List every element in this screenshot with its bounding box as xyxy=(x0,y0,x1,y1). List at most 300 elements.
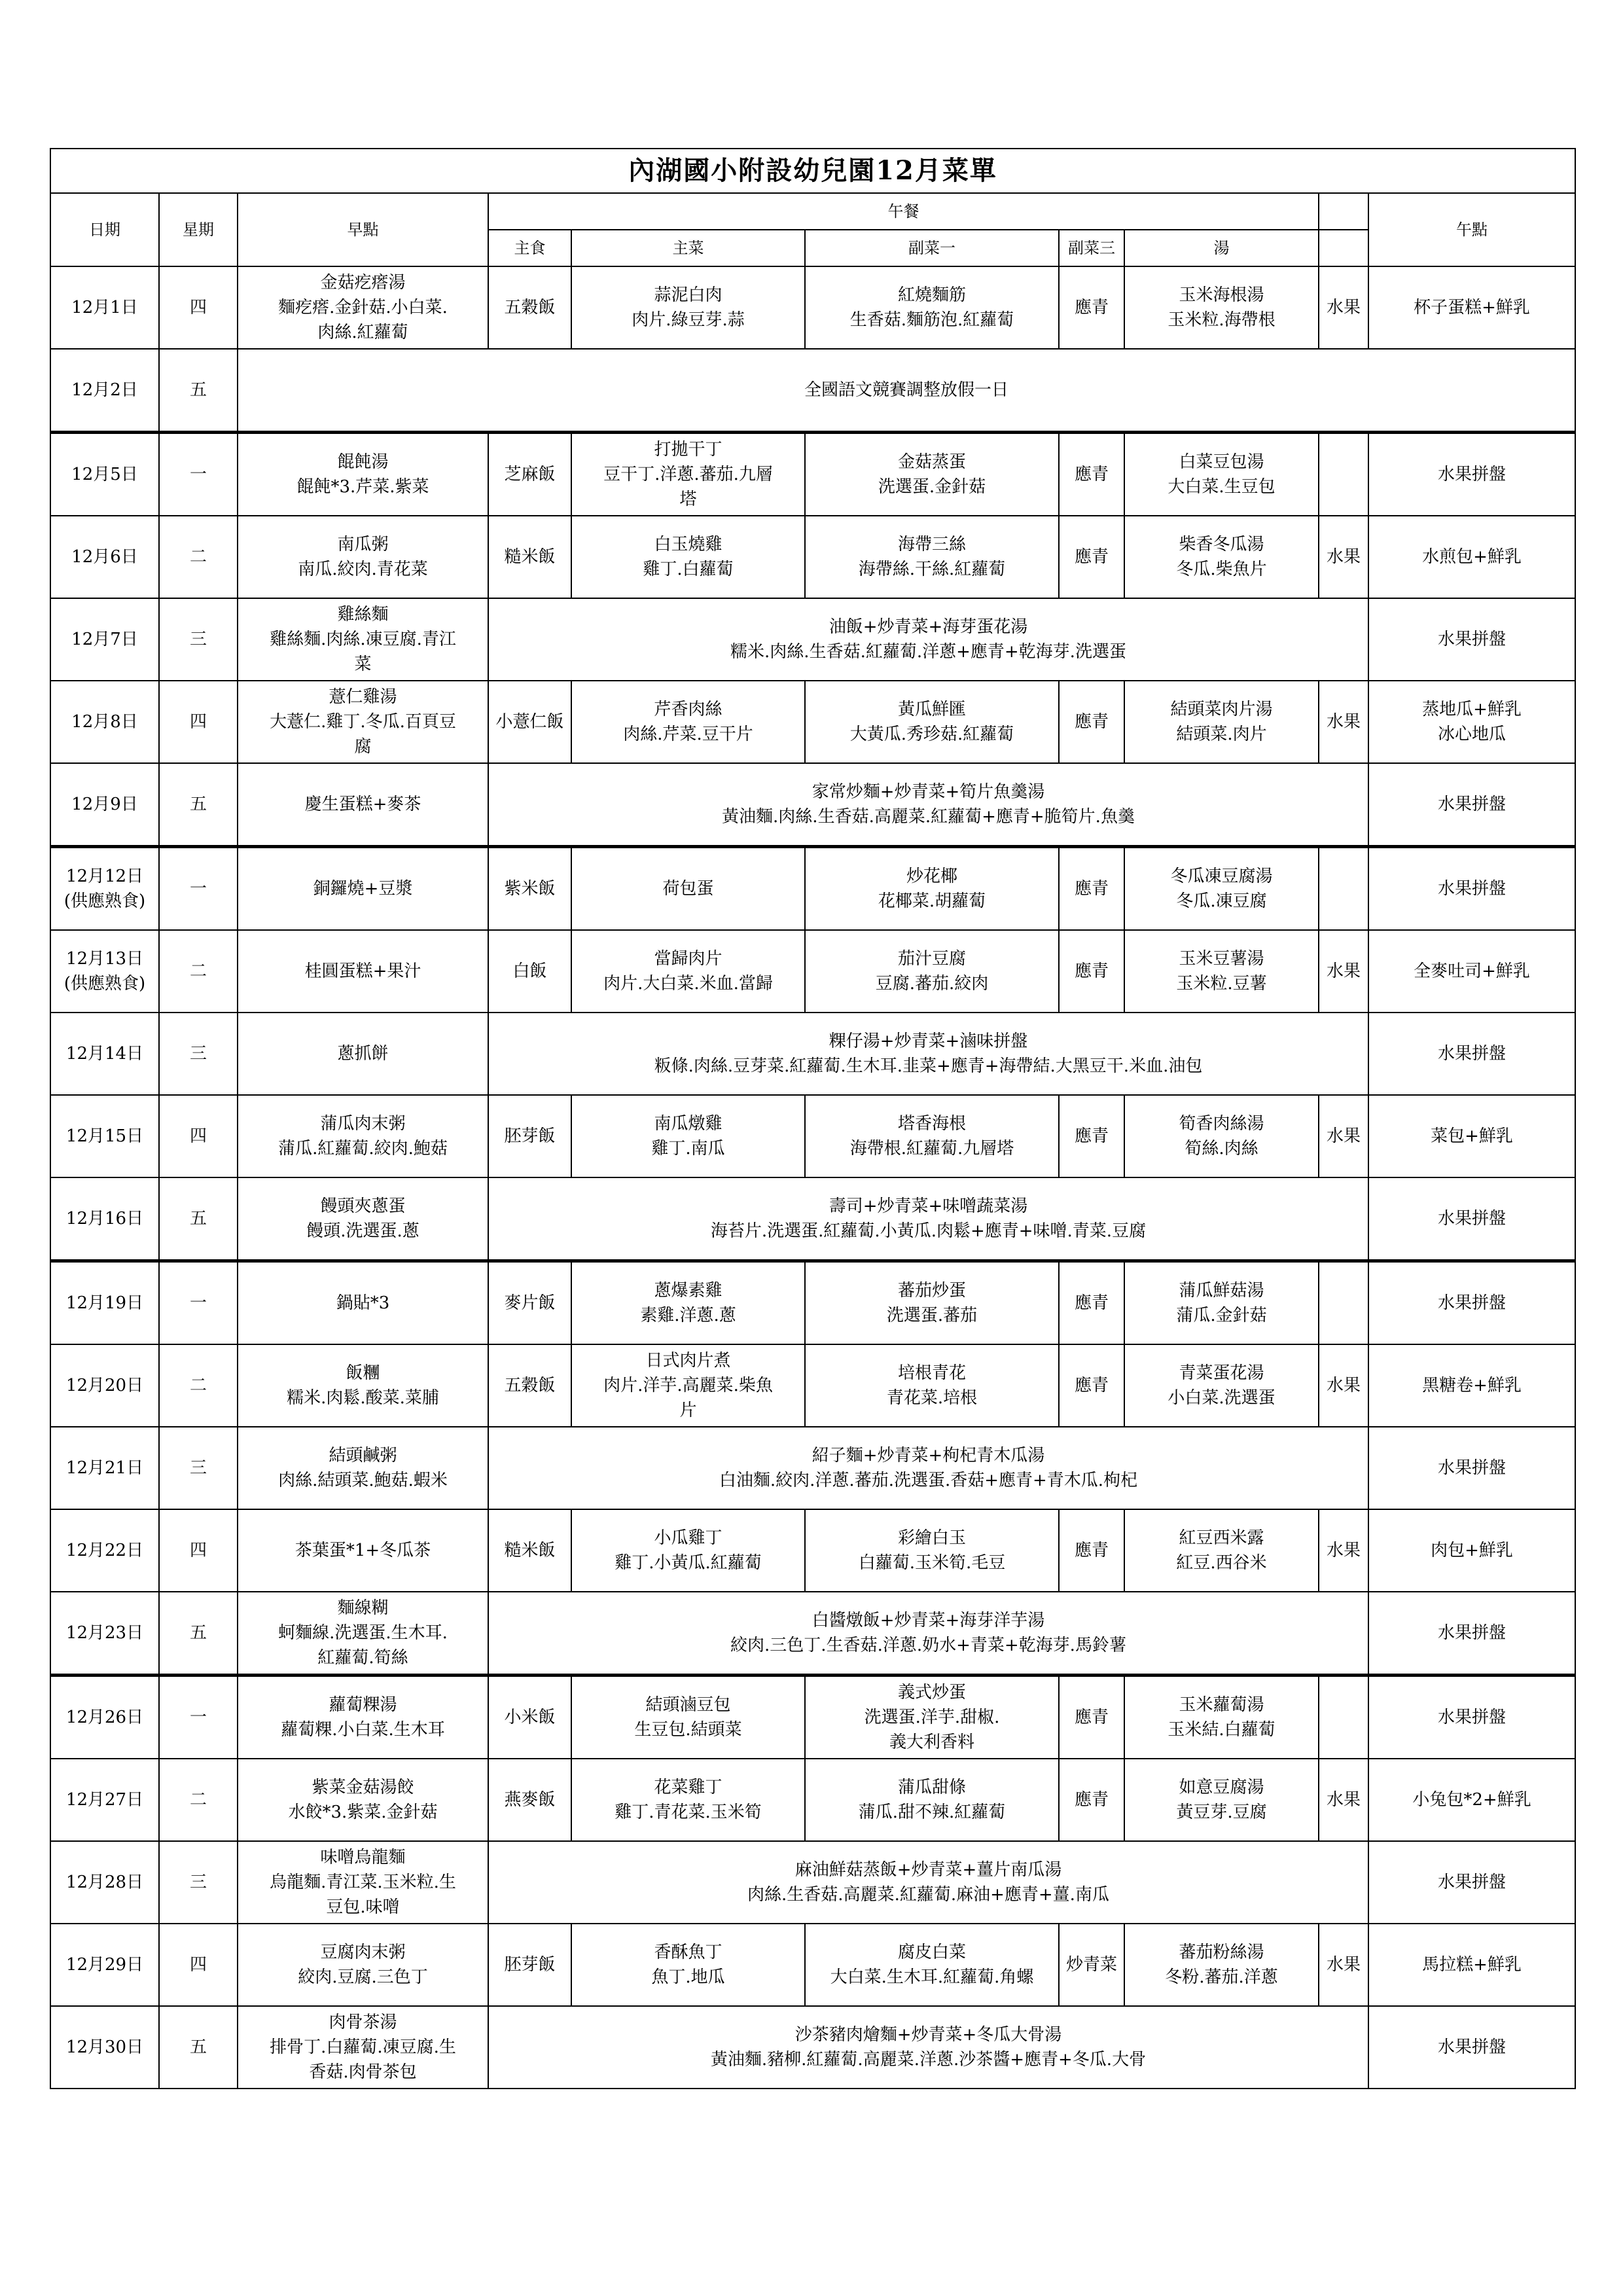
menu-row xyxy=(50,266,1575,349)
main-dish-cell xyxy=(571,681,805,763)
snack-cell xyxy=(1368,930,1575,1013)
weekday-cell: 五 xyxy=(159,763,238,847)
snack-cell-line: 水果拼盤 xyxy=(1438,630,1507,649)
weekday-cell: 三 xyxy=(159,1427,238,1509)
header-side3: 副菜三 xyxy=(1059,230,1124,266)
weekday-cell: 二 xyxy=(159,1759,238,1841)
header-side1: 副菜一 xyxy=(805,230,1059,266)
weekday-cell: 四 xyxy=(159,1924,238,2006)
main-dish-cell-line: 花菜雞丁 xyxy=(654,1778,722,1797)
breakfast-cell xyxy=(238,1427,488,1509)
side-dish-3-cell: 應青 xyxy=(1059,930,1124,1013)
soup-cell-line: 玉米結.白蘿蔔 xyxy=(1168,1720,1275,1740)
date-cell xyxy=(50,1924,159,2006)
side-dish-1-cell-line: 青花菜.培根 xyxy=(886,1388,978,1408)
side-dish-1-cell-line: 腐皮白菜 xyxy=(897,1943,966,1962)
lunch-combo-cell xyxy=(488,598,1368,681)
breakfast-cell-line: 雞絲麵.肉絲.凍豆腐.青江 xyxy=(270,630,456,649)
main-dish-cell-line: 白玉燒雞 xyxy=(654,535,722,554)
staple-cell: 小米飯 xyxy=(488,1676,571,1759)
breakfast-cell-line: 鍋貼*3 xyxy=(336,1293,390,1313)
menu-row xyxy=(50,433,1575,516)
breakfast-cell xyxy=(238,847,488,931)
soup-cell-line: 冬瓜凍豆腐湯 xyxy=(1170,867,1273,886)
date-cell-line: 12月9日 xyxy=(71,795,138,814)
menu-row xyxy=(50,1509,1575,1592)
lunch-combo-cell xyxy=(488,1841,1368,1924)
main-dish-cell-line: 香酥魚丁 xyxy=(654,1943,722,1962)
date-cell-line: 12月6日 xyxy=(71,547,138,567)
snack-cell xyxy=(1368,763,1575,847)
side-dish-3-cell: 炒青菜 xyxy=(1059,1924,1124,2006)
breakfast-cell-line: 蘿蔔粿湯 xyxy=(329,1695,397,1715)
fruit-cell: 水果 xyxy=(1319,1924,1368,2006)
weekday-cell: 二 xyxy=(159,516,238,598)
staple-cell: 小薏仁飯 xyxy=(488,681,571,763)
menu-row xyxy=(50,1759,1575,1841)
date-cell-line: (供應熟食) xyxy=(63,974,146,994)
side-dish-1-cell-line: 蕃茄炒蛋 xyxy=(897,1281,966,1300)
main-dish-cell-line: 南瓜燉雞 xyxy=(654,1114,722,1134)
lunch-combo-cell xyxy=(488,1592,1368,1676)
main-dish-cell-line: 結頭滷豆包 xyxy=(645,1695,731,1715)
lunch-combo-cell-line: 家常炒麵+炒青菜+筍片魚羹湯 xyxy=(812,782,1045,802)
snack-cell xyxy=(1368,266,1575,349)
side-dish-3-cell: 應青 xyxy=(1059,266,1124,349)
main-dish-cell xyxy=(571,1676,805,1759)
snack-cell-line: 水果拼盤 xyxy=(1438,1209,1507,1229)
main-dish-cell xyxy=(571,1344,805,1427)
soup-cell xyxy=(1124,1924,1319,2006)
side-dish-1-cell-line: 洗選蛋.洋芋.甜椒. xyxy=(864,1708,1000,1727)
date-cell-line: 12月7日 xyxy=(71,630,138,649)
staple-cell: 糙米飯 xyxy=(488,516,571,598)
lunch-combo-cell-line: 白油麵.絞肉.洋蔥.蕃茄.洗選蛋.香菇+應青+青木瓜.枸杞 xyxy=(719,1471,1138,1490)
date-cell xyxy=(50,1759,159,1841)
side-dish-1-cell xyxy=(805,1759,1059,1841)
breakfast-cell-line: 豆包.味噌 xyxy=(326,1897,400,1917)
snack-cell-line: 水果拼盤 xyxy=(1438,1623,1507,1643)
side-dish-1-cell-line: 洗選蛋.蕃茄 xyxy=(886,1306,978,1325)
snack-cell xyxy=(1368,516,1575,598)
snack-cell-line: 全麥吐司+鮮乳 xyxy=(1414,961,1530,981)
menu-row xyxy=(50,1261,1575,1345)
side-dish-3-cell: 應青 xyxy=(1059,681,1124,763)
breakfast-cell xyxy=(238,763,488,847)
soup-cell-line: 冬粉.蕃茄.洋蔥 xyxy=(1165,1967,1278,1987)
menu-title: 內湖國小附設幼兒園12月菜單 xyxy=(50,149,1575,193)
snack-cell xyxy=(1368,1261,1575,1345)
lunch-combo-cell xyxy=(488,1177,1368,1261)
date-cell xyxy=(50,763,159,847)
breakfast-cell-line: 蔥抓餅 xyxy=(337,1044,389,1064)
side-dish-1-cell-line: 蒲瓜.甜不辣.紅蘿蔔 xyxy=(858,1803,1006,1822)
soup-cell xyxy=(1124,847,1319,931)
main-dish-cell-line: 肉絲.芹菜.豆干片 xyxy=(623,725,753,744)
breakfast-cell xyxy=(238,1924,488,2006)
lunch-combo-cell-line: 黃油麵.肉絲.生香菇.高麗菜.紅蘿蔔+應青+脆筍片.魚羹 xyxy=(722,807,1135,827)
breakfast-cell-line: 麵線糊 xyxy=(337,1598,389,1618)
snack-cell xyxy=(1368,1924,1575,2006)
lunch-combo-cell xyxy=(488,1013,1368,1095)
lunch-combo-cell-line: 糯米.肉絲.生香菇.紅蘿蔔.洋蔥+應青+乾海芽.洗選蛋 xyxy=(730,642,1126,662)
breakfast-cell xyxy=(238,1013,488,1095)
breakfast-cell-line: 饅頭.洗選蛋.蔥 xyxy=(306,1221,419,1241)
side-dish-1-cell xyxy=(805,1095,1059,1177)
breakfast-cell xyxy=(238,1509,488,1592)
breakfast-cell-line: 麵疙瘩.金針菇.小白菜. xyxy=(278,298,448,317)
side-dish-1-cell-line: 海帶根.紅蘿蔔.九層塔 xyxy=(849,1139,1014,1158)
snack-cell-line: 水果拼盤 xyxy=(1438,465,1507,484)
soup-cell-line: 蒲瓜.金針菇 xyxy=(1176,1306,1267,1325)
side-dish-1-cell-line: 黃瓜鮮匯 xyxy=(897,700,966,719)
weekday-cell: 一 xyxy=(159,847,238,931)
side-dish-3-cell: 應青 xyxy=(1059,1095,1124,1177)
snack-cell xyxy=(1368,1095,1575,1177)
main-dish-cell-line: 當歸肉片 xyxy=(654,949,722,969)
date-cell-line: 12月26日 xyxy=(65,1708,144,1727)
main-dish-cell-line: 雞丁.青花菜.玉米筍 xyxy=(615,1803,762,1822)
breakfast-cell-line: 腐 xyxy=(354,737,372,757)
date-cell xyxy=(50,1427,159,1509)
menu-row xyxy=(50,598,1575,681)
lunch-combo-cell-line: 粿仔湯+炒青菜+滷味拼盤 xyxy=(829,1031,1028,1051)
side-dish-1-cell xyxy=(805,1509,1059,1592)
staple-cell: 胚芽飯 xyxy=(488,1924,571,2006)
soup-cell-line: 紅豆西米露 xyxy=(1179,1528,1264,1548)
staple-cell: 糙米飯 xyxy=(488,1509,571,1592)
soup-cell-line: 玉米海根湯 xyxy=(1179,285,1264,305)
main-dish-cell-line: 生豆包.結頭菜 xyxy=(634,1720,742,1740)
lunch-combo-cell xyxy=(488,1427,1368,1509)
soup-cell xyxy=(1124,1759,1319,1841)
breakfast-cell xyxy=(238,930,488,1013)
breakfast-cell-line: 薏仁雞湯 xyxy=(329,687,397,707)
main-dish-cell-line: 肉片.洋芋.高麗菜.柴魚 xyxy=(603,1376,773,1395)
weekday-cell: 五 xyxy=(159,2006,238,2089)
main-dish-cell xyxy=(571,433,805,516)
date-cell-line: 12月19日 xyxy=(65,1293,144,1313)
fruit-cell: 水果 xyxy=(1319,266,1368,349)
date-cell-line: 12月8日 xyxy=(71,712,138,732)
snack-cell xyxy=(1368,1676,1575,1759)
main-dish-cell xyxy=(571,1509,805,1592)
breakfast-cell-line: 銅鑼燒+豆漿 xyxy=(313,879,413,899)
snack-cell-line: 水果拼盤 xyxy=(1438,1044,1507,1064)
breakfast-cell-line: 南瓜.絞肉.青花菜 xyxy=(298,560,428,579)
breakfast-cell xyxy=(238,598,488,681)
snack-cell-line: 黑糖卷+鮮乳 xyxy=(1422,1376,1522,1395)
breakfast-cell-line: 南瓜粥 xyxy=(337,535,389,554)
breakfast-cell-line: 紫菜金菇湯餃 xyxy=(312,1778,414,1797)
breakfast-cell-line: 饅頭夾蔥蛋 xyxy=(320,1196,406,1216)
date-cell xyxy=(50,349,159,433)
menu-row xyxy=(50,1344,1575,1427)
soup-cell xyxy=(1124,516,1319,598)
weekday-cell: 五 xyxy=(159,1177,238,1261)
main-dish-cell-line: 肉片.大白菜.米血.當歸 xyxy=(603,974,773,994)
main-dish-cell xyxy=(571,847,805,931)
snack-cell xyxy=(1368,1013,1575,1095)
breakfast-cell-line: 蒲瓜.紅蘿蔔.絞肉.鮑菇 xyxy=(278,1139,448,1158)
breakfast-cell xyxy=(238,1177,488,1261)
soup-cell xyxy=(1124,681,1319,763)
breakfast-cell xyxy=(238,1676,488,1759)
side-dish-1-cell xyxy=(805,516,1059,598)
date-cell-line: 12月28日 xyxy=(65,1873,144,1892)
weekday-cell: 三 xyxy=(159,1841,238,1924)
date-cell xyxy=(50,930,159,1013)
menu-row xyxy=(50,516,1575,598)
date-cell-line: 12月15日 xyxy=(65,1126,144,1146)
breakfast-cell-line: 香菇.肉骨茶包 xyxy=(309,2062,417,2082)
snack-cell-line: 水果拼盤 xyxy=(1438,1293,1507,1313)
soup-cell-line: 玉米蘿蔔湯 xyxy=(1179,1695,1264,1715)
breakfast-cell-line: 雞絲麵 xyxy=(337,605,389,624)
header-fruit-blank-2 xyxy=(1319,230,1368,266)
soup-cell-line: 如意豆腐湯 xyxy=(1179,1778,1264,1797)
snack-cell-line: 水果拼盤 xyxy=(1438,1873,1507,1892)
side-dish-1-cell xyxy=(805,1344,1059,1427)
soup-cell-line: 小白菜.洗選蛋 xyxy=(1168,1388,1275,1408)
date-cell xyxy=(50,1013,159,1095)
main-dish-cell-line: 打拋干丁 xyxy=(654,440,722,459)
soup-cell xyxy=(1124,433,1319,516)
menu-row xyxy=(50,930,1575,1013)
weekday-cell: 三 xyxy=(159,1013,238,1095)
staple-cell: 白飯 xyxy=(488,930,571,1013)
date-cell xyxy=(50,681,159,763)
date-cell xyxy=(50,1592,159,1676)
staple-cell: 五穀飯 xyxy=(488,1344,571,1427)
weekday-cell: 四 xyxy=(159,266,238,349)
snack-cell-line: 蒸地瓜+鮮乳 xyxy=(1422,700,1522,719)
snack-cell-line: 水果拼盤 xyxy=(1438,1458,1507,1478)
soup-cell-line: 黃豆芽.豆腐 xyxy=(1176,1803,1267,1822)
soup-cell-line: 蒲瓜鮮菇湯 xyxy=(1179,1281,1264,1300)
side-dish-1-cell-line: 金菇蒸蛋 xyxy=(897,452,966,472)
main-dish-cell xyxy=(571,1095,805,1177)
date-cell xyxy=(50,1676,159,1759)
holiday-note: 全國語文競賽調整放假一日 xyxy=(238,349,1575,433)
breakfast-cell-line: 豆腐肉末粥 xyxy=(320,1943,406,1962)
breakfast-cell-line: 茶葉蛋*1+冬瓜茶 xyxy=(294,1541,431,1560)
breakfast-cell-line: 絞肉.豆腐.三色丁 xyxy=(298,1967,428,1987)
menu-row xyxy=(50,1841,1575,1924)
fruit-cell xyxy=(1319,433,1368,516)
breakfast-cell-line: 蘿蔔粿.小白菜.生木耳 xyxy=(281,1720,445,1740)
weekday-cell: 三 xyxy=(159,598,238,681)
main-dish-cell xyxy=(571,1261,805,1345)
menu-row xyxy=(50,847,1575,931)
date-cell-line: 12月2日 xyxy=(71,380,138,400)
breakfast-cell-line: 味噌烏龍麵 xyxy=(320,1848,406,1867)
date-cell-line: 12月5日 xyxy=(71,465,138,484)
main-dish-cell-line: 雞丁.白蘿蔔 xyxy=(643,560,734,579)
side-dish-3-cell: 應青 xyxy=(1059,1344,1124,1427)
main-dish-cell-line: 肉片.綠豆芽.蒜 xyxy=(632,310,745,330)
main-dish-cell-line: 塔 xyxy=(679,490,697,509)
weekday-cell: 二 xyxy=(159,930,238,1013)
soup-cell-line: 白菜豆包湯 xyxy=(1179,452,1264,472)
side-dish-1-cell-line: 花椰菜.胡蘿蔔 xyxy=(878,891,986,911)
soup-cell-line: 冬瓜.凍豆腐 xyxy=(1176,891,1267,911)
snack-cell xyxy=(1368,1592,1575,1676)
side-dish-1-cell-line: 大黃瓜.秀珍菇.紅蘿蔔 xyxy=(849,725,1014,744)
lunch-combo-cell-line: 沙茶豬肉燴麵+炒青菜+冬瓜大骨湯 xyxy=(794,2025,1062,2045)
fruit-cell: 水果 xyxy=(1319,1759,1368,1841)
menu-row xyxy=(50,1592,1575,1676)
soup-cell-line: 大白菜.生豆包 xyxy=(1168,477,1275,497)
header-snack: 午點 xyxy=(1368,193,1575,266)
main-dish-cell-line: 小瓜雞丁 xyxy=(654,1528,722,1548)
main-dish-cell-line: 雞丁.小黃瓜.紅蘿蔔 xyxy=(615,1553,762,1573)
snack-cell-line: 水果拼盤 xyxy=(1438,879,1507,899)
soup-cell-line: 結頭菜.肉片 xyxy=(1176,725,1267,744)
date-cell xyxy=(50,1095,159,1177)
menu-row xyxy=(50,1924,1575,2006)
main-dish-cell xyxy=(571,1759,805,1841)
fruit-cell: 水果 xyxy=(1319,930,1368,1013)
side-dish-1-cell-line: 海帶三絲 xyxy=(897,535,966,554)
lunch-combo-cell-line: 絞肉.三色丁.生香菇.洋蔥.奶水+青菜+乾海芽.馬鈴薯 xyxy=(730,1636,1126,1655)
date-cell-line: 12月23日 xyxy=(65,1623,144,1643)
main-dish-cell xyxy=(571,516,805,598)
soup-cell-line: 紅豆.西谷米 xyxy=(1176,1553,1267,1573)
snack-cell xyxy=(1368,433,1575,516)
breakfast-cell-line: 餛飩湯 xyxy=(337,452,389,472)
breakfast-cell-line: 烏龍麵.青江菜.玉米粒.生 xyxy=(270,1873,456,1892)
snack-cell-line: 水煎包+鮮乳 xyxy=(1422,547,1522,567)
breakfast-cell-line: 飯糰 xyxy=(346,1363,380,1383)
breakfast-cell xyxy=(238,2006,488,2089)
side-dish-1-cell-line: 培根青花 xyxy=(897,1363,966,1383)
snack-cell xyxy=(1368,1177,1575,1261)
fruit-cell: 水果 xyxy=(1319,1344,1368,1427)
fruit-cell: 水果 xyxy=(1319,1509,1368,1592)
snack-cell xyxy=(1368,1509,1575,1592)
soup-cell-line: 玉米豆薯湯 xyxy=(1179,949,1264,969)
snack-cell-line: 小兔包*2+鮮乳 xyxy=(1412,1790,1531,1810)
side-dish-1-cell xyxy=(805,266,1059,349)
side-dish-1-cell xyxy=(805,433,1059,516)
breakfast-cell-line: 蒲瓜肉末粥 xyxy=(320,1114,406,1134)
breakfast-cell-line: 蚵麵線.洗選蛋.生木耳. xyxy=(278,1623,448,1643)
date-cell-line: 12月21日 xyxy=(65,1458,144,1478)
soup-cell xyxy=(1124,266,1319,349)
lunch-combo-cell xyxy=(488,763,1368,847)
fruit-cell: 水果 xyxy=(1319,681,1368,763)
menu-row xyxy=(50,1095,1575,1177)
breakfast-cell xyxy=(238,1095,488,1177)
soup-cell xyxy=(1124,930,1319,1013)
date-cell-line: 12月20日 xyxy=(65,1376,144,1395)
date-cell xyxy=(50,847,159,931)
side-dish-1-cell xyxy=(805,1924,1059,2006)
staple-cell: 五穀飯 xyxy=(488,266,571,349)
header-main: 主菜 xyxy=(571,230,805,266)
fruit-cell xyxy=(1319,1676,1368,1759)
side-dish-1-cell-line: 生香菇.麵筋泡.紅蘿蔔 xyxy=(849,310,1014,330)
header-date: 日期 xyxy=(50,193,159,266)
breakfast-cell xyxy=(238,266,488,349)
breakfast-cell xyxy=(238,681,488,763)
soup-cell-line: 柴香冬瓜湯 xyxy=(1179,535,1264,554)
weekday-cell: 一 xyxy=(159,433,238,516)
weekday-cell: 一 xyxy=(159,1261,238,1345)
lunch-combo-cell-line: 麻油鮮菇蒸飯+炒青菜+薑片南瓜湯 xyxy=(794,1860,1062,1880)
lunch-combo-cell-line: 白醬燉飯+炒青菜+海芽洋芋湯 xyxy=(812,1611,1045,1630)
snack-cell-line: 水果拼盤 xyxy=(1438,2037,1507,2057)
date-cell-line: 12月22日 xyxy=(65,1541,144,1560)
side-dish-1-cell-line: 白蘿蔔.玉米筍.毛豆 xyxy=(858,1553,1006,1573)
staple-cell: 胚芽飯 xyxy=(488,1095,571,1177)
breakfast-cell xyxy=(238,433,488,516)
date-cell-line: 12月13日 xyxy=(65,949,144,969)
side-dish-1-cell xyxy=(805,930,1059,1013)
header-lunch: 午餐 xyxy=(488,193,1319,230)
date-cell-line: (供應熟食) xyxy=(63,891,146,911)
menu-row xyxy=(50,1013,1575,1095)
breakfast-cell-line: 慶生蛋糕+麥茶 xyxy=(304,795,421,814)
fruit-cell xyxy=(1319,847,1368,931)
side-dish-3-cell: 應青 xyxy=(1059,433,1124,516)
breakfast-cell-line: 肉絲.結頭菜.鮑菇.蝦米 xyxy=(278,1471,448,1490)
date-cell-line: 12月30日 xyxy=(65,2037,144,2057)
main-dish-cell-line: 芹香肉絲 xyxy=(654,700,722,719)
date-cell xyxy=(50,1177,159,1261)
soup-cell-line: 玉米粒.豆薯 xyxy=(1176,974,1267,994)
weekday-cell: 四 xyxy=(159,1095,238,1177)
breakfast-cell xyxy=(238,1841,488,1924)
main-dish-cell-line: 蔥爆素雞 xyxy=(654,1281,722,1300)
side-dish-1-cell-line: 大白菜.生木耳.紅蘿蔔.角螺 xyxy=(830,1967,1034,1987)
main-dish-cell-line: 豆干丁.洋蔥.蕃茄.九層 xyxy=(603,465,773,484)
snack-cell xyxy=(1368,598,1575,681)
soup-cell xyxy=(1124,1261,1319,1345)
date-cell-line: 12月1日 xyxy=(71,298,138,317)
date-cell xyxy=(50,516,159,598)
side-dish-1-cell-line: 紅燒麵筋 xyxy=(897,285,966,305)
soup-cell-line: 筍香肉絲湯 xyxy=(1179,1114,1264,1134)
breakfast-cell-line: 結頭鹹粥 xyxy=(329,1446,397,1465)
lunch-combo-cell xyxy=(488,2006,1368,2089)
snack-cell-line: 馬拉糕+鮮乳 xyxy=(1422,1955,1522,1975)
soup-cell-line: 冬瓜.柴魚片 xyxy=(1176,560,1267,579)
snack-cell-line: 冰心地瓜 xyxy=(1438,725,1507,744)
soup-cell xyxy=(1124,1344,1319,1427)
date-cell xyxy=(50,2006,159,2089)
breakfast-cell-line: 桂圓蛋糕+果汁 xyxy=(304,961,421,981)
date-cell-line: 12月29日 xyxy=(65,1955,144,1975)
breakfast-cell-line: 金菇疙瘩湯 xyxy=(320,273,406,293)
breakfast-cell-line: 餛飩*3.芹菜.紫菜 xyxy=(296,477,429,497)
side-dish-3-cell: 應青 xyxy=(1059,1261,1124,1345)
side-dish-1-cell-line: 彩繪白玉 xyxy=(897,1528,966,1548)
snack-cell-line: 菜包+鮮乳 xyxy=(1431,1126,1513,1146)
side-dish-1-cell xyxy=(805,1261,1059,1345)
lunch-combo-cell-line: 壽司+炒青菜+味噌蔬菜湯 xyxy=(829,1196,1028,1216)
staple-cell: 芝麻飯 xyxy=(488,433,571,516)
soup-cell-line: 蕃茄粉絲湯 xyxy=(1179,1943,1264,1962)
soup-cell xyxy=(1124,1095,1319,1177)
lunch-combo-cell-line: 黃油麵.豬柳.紅蘿蔔.高麗菜.洋蔥.沙茶醬+應青+冬瓜.大骨 xyxy=(710,2050,1147,2070)
fruit-cell xyxy=(1319,1261,1368,1345)
fruit-cell: 水果 xyxy=(1319,1095,1368,1177)
date-cell-line: 12月27日 xyxy=(65,1790,144,1810)
menu-row xyxy=(50,1177,1575,1261)
lunch-combo-cell-line: 紹子麵+炒青菜+枸杞青木瓜湯 xyxy=(812,1446,1045,1465)
